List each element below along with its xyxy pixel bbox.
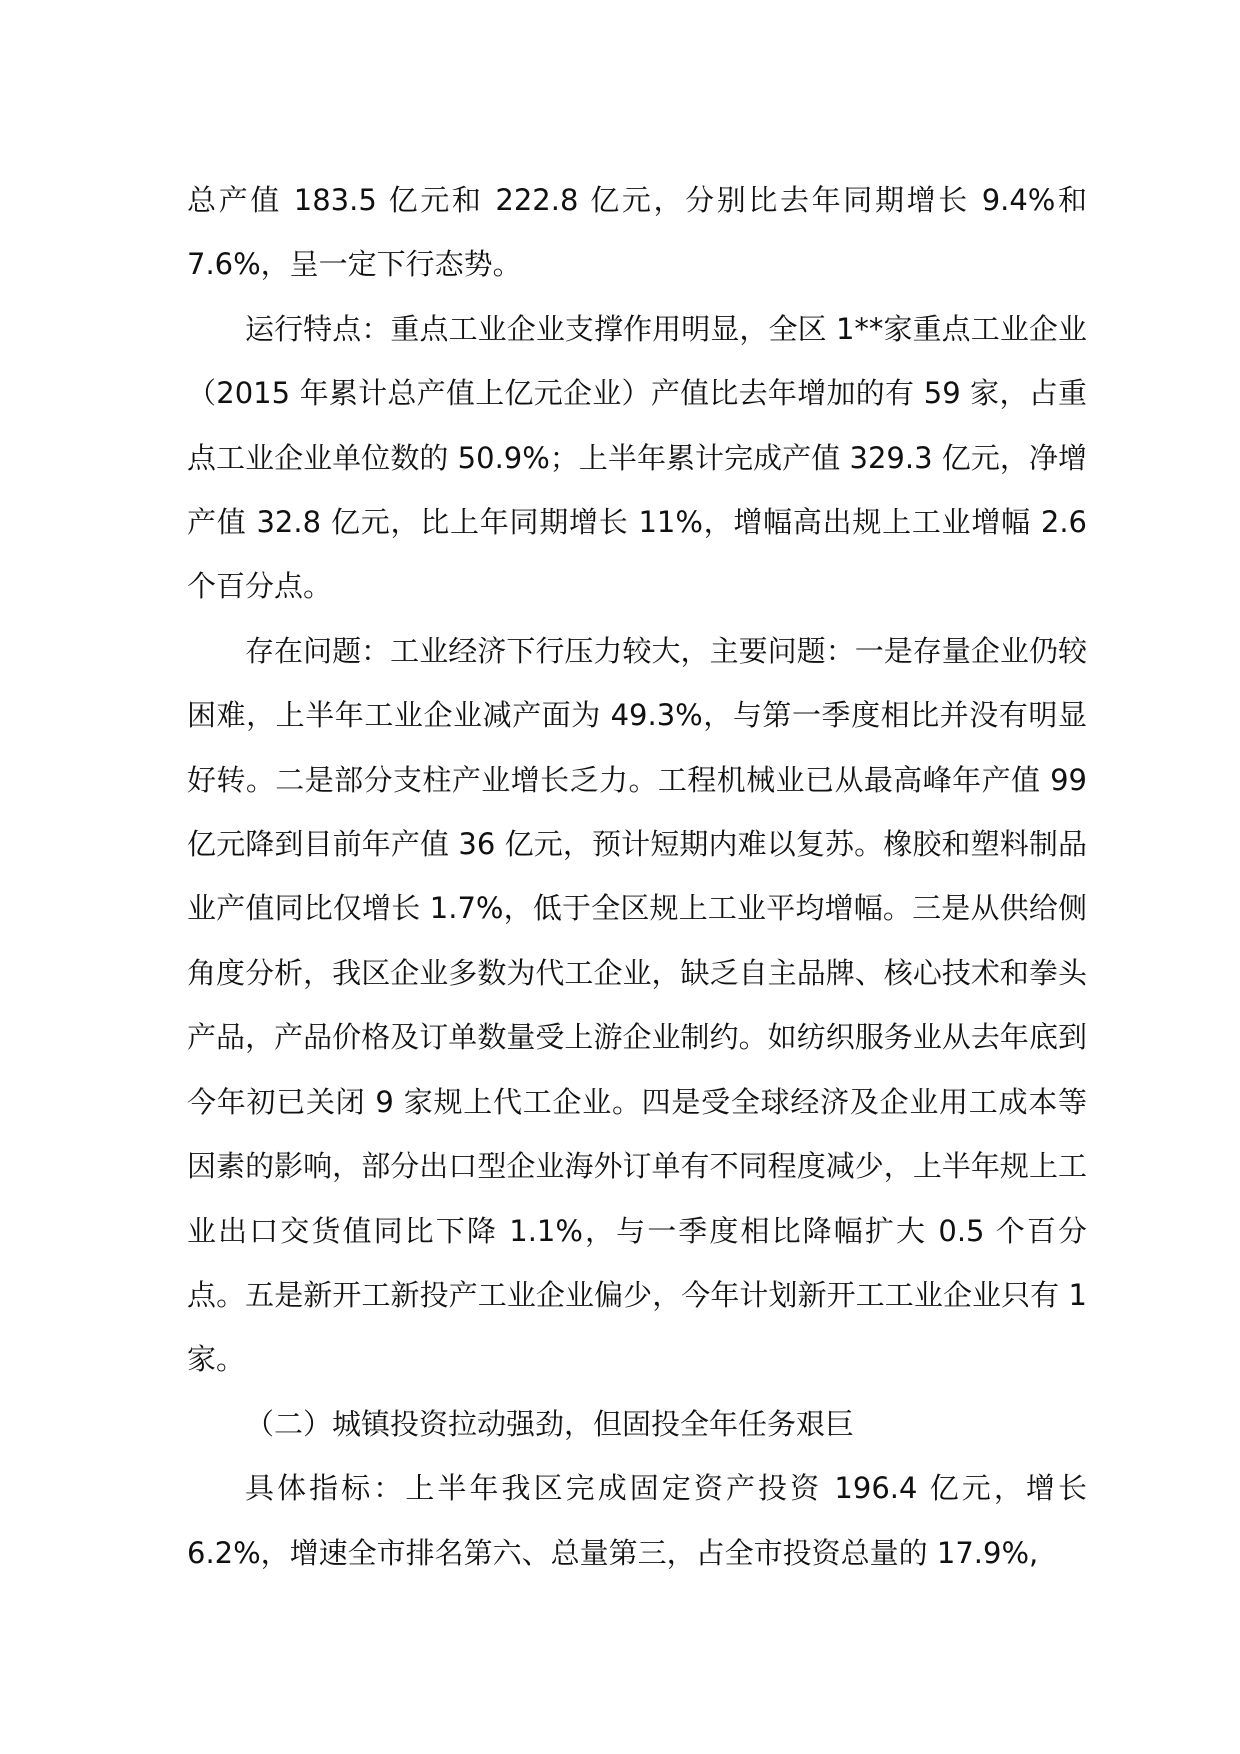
paragraph-output-value: 总产值 183.5 亿元和 222.8 亿元，分别比去年同期增长 9.4%和 7.6%，呈一定下行态势。 [187,183,1087,282]
paragraph-specific-indicators: 具体指标：上半年我区完成固定资产投资 196.4 亿元，增长 6.2%，增速全市排名第六、总量第三，占全市投资总量的 17.9%, [187,1471,1087,1570]
document-body [187,168,1087,1585]
section-heading-urban-investment: （二）城镇投资拉动强劲，但固投全年任务艰巨 [245,1406,855,1441]
paragraph-existing-problems: 存在问题：工业经济下行压力较大，主要问题：一是存量企业仍较困难，上半年工业企业减产面为 49.3%，与第一季度相比并没有明显好转。二是部分支柱产业增长乏力。工程机械业已从最高峰年产值 99 亿元降到目前年产值 36 亿元，预计短期内难以复苏。橡胶和塑料制品业产值同比仅增长 1.7%，低于全区规上工业平均增幅。三是从供给侧角度分析，我区企业多数为代工企业，缺乏自主品牌、核心技术和拳头产品，产品价格及订单数量受上游企业制约。如纺织服务业从去年底到今年初已关闭 9 家规上代工企业。四是受全球经济及企业用工成本等因素的影响，部分出口型企业海外订单有不同程度减少，上半年规上工业出口交货值同比下降 1.1%，与一季度相比降幅扩大 0.5 个百分点。五是新开工新投产工业企业偏少，今年计划新开工工业企业只有 1 家。 [187,633,1087,1377]
paragraph-operating-features: 运行特点：重点工业企业支撑作用明显，全区 1**家重点工业企业（2015 年累计总产值上亿元企业）产值比去年增加的有 59 家，占重点工业企业单位数的 50.9%；上半年累计完成产值 329.3 亿元，净增产值 32.8 亿元，比上年同期增长 11%，增幅高出规上工业增幅 2.6 个百分点。 [187,311,1087,604]
